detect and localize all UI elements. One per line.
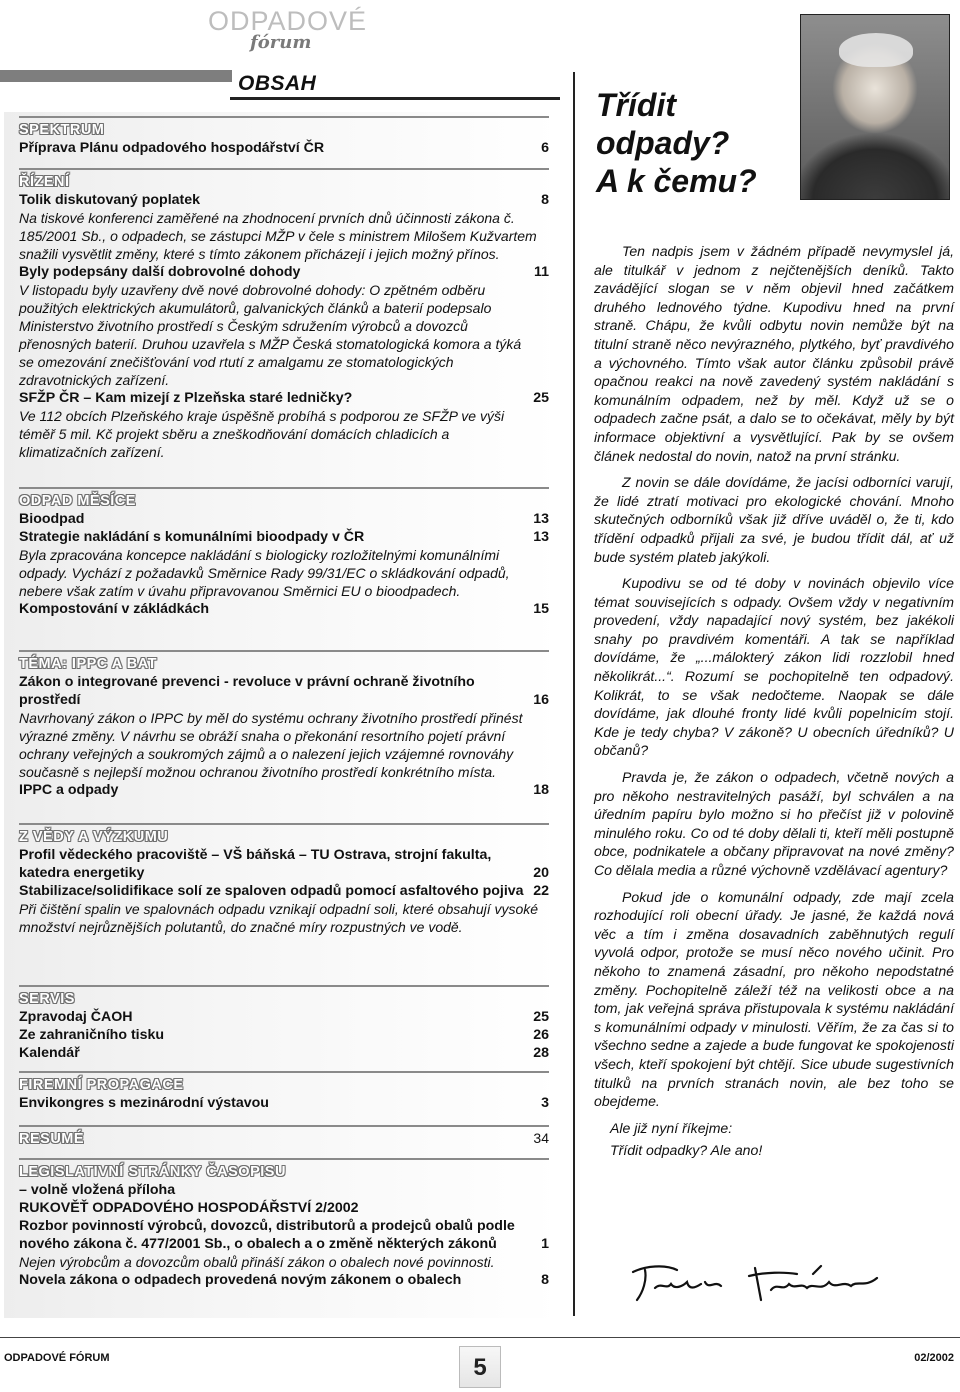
entry-title: Zpravodaj ČAOH bbox=[19, 1009, 133, 1025]
section-header-row bbox=[19, 492, 549, 510]
footer-issue: 02/2002 bbox=[914, 1352, 954, 1364]
toc-title-underline bbox=[230, 97, 560, 100]
logo-text: ODPADOVÉ bbox=[208, 6, 368, 36]
section-heading: RESUMÉ bbox=[19, 1131, 85, 1147]
toc-entry[interactable] bbox=[19, 1044, 549, 1062]
entry-title: IPPC a odpady bbox=[19, 782, 119, 798]
section-heading: LEGISLATIVNÍ STRÁNKY ČASOPISU bbox=[19, 1164, 286, 1180]
toc-entry[interactable] bbox=[19, 1094, 549, 1112]
entry-title: Rozbor povinností výrobců, dovozců, distributorů a prodejců obalů podle nového zákona č. 477/2001 Sb., o obalech a o změně některých zákonů bbox=[19, 1218, 515, 1252]
section-heading: Z VĚDY A VÝZKUMU bbox=[19, 829, 169, 845]
entry-title: SFŽP ČR – Kam mizejí z Plzeňska staré ledničky? bbox=[19, 390, 353, 406]
entry-title: Byly podepsány další dobrovolné dohody bbox=[19, 264, 301, 280]
toc-section bbox=[19, 1125, 549, 1148]
section-header-row bbox=[19, 121, 549, 139]
entry-description: Ve 112 obcích Plzeňského kraje úspěšně probíhá s podporou ze SFŽP ve výši téměř 5 mil. Kč projekt sběru a zneškodňování domácích chladicích a klimatizačních zařízení. bbox=[19, 408, 505, 460]
section-heading: FIREMNÍ PROPAGACE bbox=[19, 1077, 184, 1093]
author-photo bbox=[800, 14, 950, 200]
toc-section bbox=[19, 650, 549, 799]
section-rule bbox=[19, 1071, 549, 1073]
column-divider bbox=[573, 72, 575, 1316]
page-ref: 15 bbox=[533, 601, 549, 617]
toc-entry[interactable] bbox=[19, 781, 549, 799]
toc-entry[interactable] bbox=[19, 389, 549, 407]
section-rule bbox=[19, 823, 549, 825]
header-bar bbox=[0, 70, 232, 82]
toc-entry[interactable] bbox=[19, 1026, 549, 1044]
logo-subtext: fórum bbox=[250, 32, 312, 53]
section-heading: ŘÍZENÍ bbox=[19, 174, 70, 190]
entry-description: Byla zpracována koncepce nakládání s biologicky rozložitelnými komunálními odpady. Vychází z požadavků Směrnice Rady 99/31/EC o skládkování odpadů, nebere však zatím v úvahu připravovanou Směrnici EU o bioodpadech. bbox=[19, 547, 510, 599]
entry-title: Kompostování v zákládkách bbox=[19, 601, 210, 617]
toc-entry[interactable] bbox=[19, 510, 549, 528]
section-rule bbox=[19, 168, 549, 170]
entry-title: Novela zákona o odpadech provedená novým zákonem o obalech bbox=[19, 1272, 462, 1288]
section-header-row bbox=[19, 655, 549, 673]
toc-entry[interactable] bbox=[19, 191, 549, 209]
entry-title: Strategie nakládání s komunálními bioodpady v ČR bbox=[19, 529, 365, 545]
editorial-closing: Třídit odpadky? Ale ano! bbox=[610, 1142, 763, 1159]
page-ref: 1 bbox=[541, 1236, 549, 1252]
entry-title: Profil vědeckého pracoviště – VŠ báňská – TU Ostrava, strojní fakulta, katedra energetiky bbox=[19, 847, 492, 881]
entry-title: – volně vložená příloha bbox=[19, 1182, 176, 1198]
toc-section bbox=[19, 168, 549, 461]
section-rule bbox=[19, 1158, 549, 1160]
table-of-contents bbox=[4, 112, 560, 1318]
entry-title: Ze zahraničního tisku bbox=[19, 1027, 165, 1043]
page-ref: 8 bbox=[541, 192, 549, 208]
page-ref: 26 bbox=[533, 1027, 549, 1043]
page-ref: 25 bbox=[533, 390, 549, 406]
section-heading: SPEKTRUM bbox=[19, 122, 105, 138]
section-header-row bbox=[19, 828, 549, 846]
editorial-title-line: A k čemu? bbox=[596, 163, 757, 199]
toc-section bbox=[19, 487, 549, 618]
toc-entry[interactable] bbox=[19, 600, 549, 618]
editorial-paragraph: Z novin se dále dovídáme, že jacísi odborníci varují, že lidé ztratí motivaci pro ekologické chování. Mnoho skutečných odborníků však již dříve uváděl o, že ti, kdo třídění odpadků přijali za své, je budou třídit dál, ať už bude systém plateb jakýkoli. bbox=[594, 474, 954, 565]
footer-publication: ODPADOVÉ FÓRUM bbox=[4, 1352, 110, 1364]
editorial-closing: Ale již nyní říkejme: bbox=[610, 1119, 733, 1136]
editorial-title-line: Třídit bbox=[596, 87, 676, 123]
toc-section bbox=[19, 1158, 549, 1289]
editorial-paragraph: Kupodivu se od té doby v novinách objevilo více témat souvisejících s odpady. Ovšem vždy v negativním provedení, vždy napadající nový systém, bez jakékoli snahy po pravdivém komentáři. A tak se například dovídáme, že „...málokterý zákon lidi rozzlobil hned několikrát...“. Rozumí se pochopitelně ten odpadový. Kolikrát, to se však nedočteme. Naopak se dále dovídáme, jak dlouhé fronty lidé kvůli popelnicím stojí. Kde je tedy chyba? V zákoně? U obecních úředníků? U občanů? bbox=[594, 575, 954, 759]
page-ref: 22 bbox=[533, 883, 549, 899]
page-ref: 25 bbox=[533, 1009, 549, 1025]
toc-entry[interactable] bbox=[19, 1181, 549, 1199]
toc-entry[interactable] bbox=[19, 1271, 549, 1289]
toc-entry[interactable] bbox=[19, 528, 549, 546]
entry-title: Tolik diskutovaný poplatek bbox=[19, 192, 201, 208]
toc-entry[interactable] bbox=[19, 846, 549, 882]
section-heading: SERVIS bbox=[19, 991, 75, 1007]
section-rule bbox=[19, 1125, 549, 1127]
page-ref: 13 bbox=[533, 529, 549, 545]
entry-description: Při čištění spalin ve spalovnách odpadu vznikají odpadní soli, které obsahují vysoké množství nejrůznějších polutantů, do značné míry rozpustných ve vodě. bbox=[19, 901, 539, 935]
editorial-paragraph: Pokud jde o komunální odpady, zde mají zcela rozhodující roli obecní úřady. Je jasné, že každá nová věc a tím i změna dosavadních zaběhnutých regulí vyvolá odpor, protože se musí něco nového učinit. Pro někoho to znamená zásadní, pro někoho nepodstatné změny. Pochopitelně záleží též na velikosti obce a na tom, jak veřejná správa přistupovala k systému nakládání s komunálními odpady v minulosti. Věřím, že za čas si to všechno sedne a zajede a bude fungovat ke spokojenosti všech, kteří spokojení být chtějí. Sice ubude sugestivních titulků na prvních stranách novin, ale bez toho se obejdeme. bbox=[594, 888, 954, 1110]
entry-title: Příprava Plánu odpadového hospodářství ČR bbox=[19, 140, 325, 156]
signature bbox=[625, 1260, 895, 1306]
section-header-row bbox=[19, 173, 549, 191]
section-header-row bbox=[19, 1163, 549, 1181]
page-ref: 11 bbox=[534, 264, 549, 280]
editorial-paragraph: Pravda je, že zákon o odpadech, včetně nových a pro někoho nestravitelných pasáží, byl schválen a na úředním papíru bylo možno si ho přečíst již v polovině minulého roku. Co od té doby dělali ti, kteří měli postupně obce, podnikatele a občany připravovat na nové změny? Co dělala media a různé výchovně vzdělávací agentury? bbox=[594, 769, 954, 878]
editorial-title bbox=[596, 86, 757, 200]
section-rule bbox=[19, 985, 549, 987]
entry-title: Envikongres s mezinárodní výstavou bbox=[19, 1095, 269, 1111]
page-ref: 16 bbox=[533, 692, 549, 708]
section-header-row bbox=[19, 990, 549, 1008]
footer-rule bbox=[0, 1337, 960, 1338]
toc-entry[interactable] bbox=[19, 882, 549, 900]
entry-description: V listopadu byly uzavřeny dvě nové dobrovolné dohody: O zpětném odběru použitých elektrických akumulátorů, galvanických článků a baterií podepsalo Ministerstvo životního prostředí s Českým sdružením výrobců a dovozců přenosných baterií. Druhou uzavřela s MŽP Česká stomatologická komora a týká se omezování znečišťování vod rtutí z amalgamu ze stomatologických zdravotnických zařízení. bbox=[19, 282, 522, 388]
page-ref: 3 bbox=[541, 1095, 549, 1111]
editorial-paragraph: Ten nadpis jsem v žádném případě nevymyslel já, ale titulkář v jednom z nejčtenějších deníků. Takto zavádějící slogan se v něm objevil hned začátkem druhého lednového týdne. Kupodivu hned na první straně. Chápu, že kvůli odbytu novin nemůže být na titulní straně něco nevýrazného, plytkého, byť pravdivého a výchovného. Tímto však autor článku způsobil právě opačnou reakci na nově zavedený systém nakládání s komunálním odpadem, než by měl. Když už se o odpadech začne psát, a dalo se to očekávat, měly by být informace objektivní a vysvětlující. Pak by se ovšem článek nedostal do novin, natož na první stránku. bbox=[594, 243, 954, 464]
editorial-title-line: odpady? bbox=[596, 125, 730, 161]
toc-entry[interactable] bbox=[19, 673, 549, 709]
toc-section bbox=[19, 823, 549, 936]
page-ref: 13 bbox=[533, 511, 549, 527]
section-rule bbox=[19, 650, 549, 652]
toc-entry[interactable] bbox=[19, 139, 549, 157]
page-ref: 20 bbox=[533, 865, 549, 881]
entry-description: Nejen výrobcům a dovozcům obalů přináší zákon o obalech nové povinnosti. bbox=[19, 1254, 495, 1270]
page-number: 5 bbox=[459, 1346, 501, 1388]
entry-title: Zákon o integrované prevenci - revoluce v právní ochraně životního prostředí bbox=[19, 674, 475, 708]
section-rule bbox=[19, 487, 549, 489]
toc-section bbox=[19, 985, 549, 1062]
entry-title: Kalendář bbox=[19, 1045, 80, 1061]
section-header-row bbox=[19, 1130, 549, 1148]
entry-title: RUKOVĚŤ ODPADOVÉHO HOSPODÁŘSTVÍ 2/2002 bbox=[19, 1200, 359, 1216]
section-header-row bbox=[19, 1076, 549, 1094]
toc-entry[interactable] bbox=[19, 1217, 549, 1253]
section-rule bbox=[19, 116, 549, 118]
toc-entry[interactable] bbox=[19, 1199, 549, 1217]
entry-description: Navrhovaný zákon o IPPC by měl do systému ochrany životního prostředí přinést výrazné změny. V návrhu se obráží snaha o překonání resortního pojetí právní ochrany veřejných a soukromých zájmů a o nalezení jejich vzájemné rovnováhy současně s nejlepší možnou ochranou životního prostředí konkrétního místa. bbox=[19, 710, 523, 780]
toc-entry[interactable] bbox=[19, 1008, 549, 1026]
page-ref: 6 bbox=[541, 140, 549, 156]
page-ref: 8 bbox=[541, 1272, 549, 1288]
entry-title: Bioodpad bbox=[19, 511, 85, 527]
editorial-text bbox=[594, 242, 954, 1164]
section-heading: TÉMA: IPPC A BAT bbox=[19, 656, 157, 672]
entry-description: Na tiskové konferenci zaměřené na zhodnocení prvních dnů účinnosti zákona č. 185/2001 Sb., o odpadech, se zástupci MŽP v čele s ministrem Milošem Kužvartem snažili vysvětlit změny, které s tímto zákonem přicházejí i jejich možný přínos. bbox=[19, 210, 537, 262]
page-ref: 18 bbox=[533, 782, 549, 798]
magazine-logo bbox=[200, 6, 368, 54]
toc-entry[interactable] bbox=[19, 263, 549, 281]
toc-section bbox=[19, 116, 549, 157]
section-heading: ODPAD MĚSÍCE bbox=[19, 493, 136, 509]
entry-title: Stabilizace/solidifikace solí ze spaloven odpadů pomocí asfaltového pojiva bbox=[19, 883, 524, 899]
toc-section bbox=[19, 1071, 549, 1112]
page-ref: 28 bbox=[533, 1045, 549, 1061]
page-ref: 34 bbox=[533, 1130, 549, 1146]
toc-title: OBSAH bbox=[238, 72, 317, 95]
